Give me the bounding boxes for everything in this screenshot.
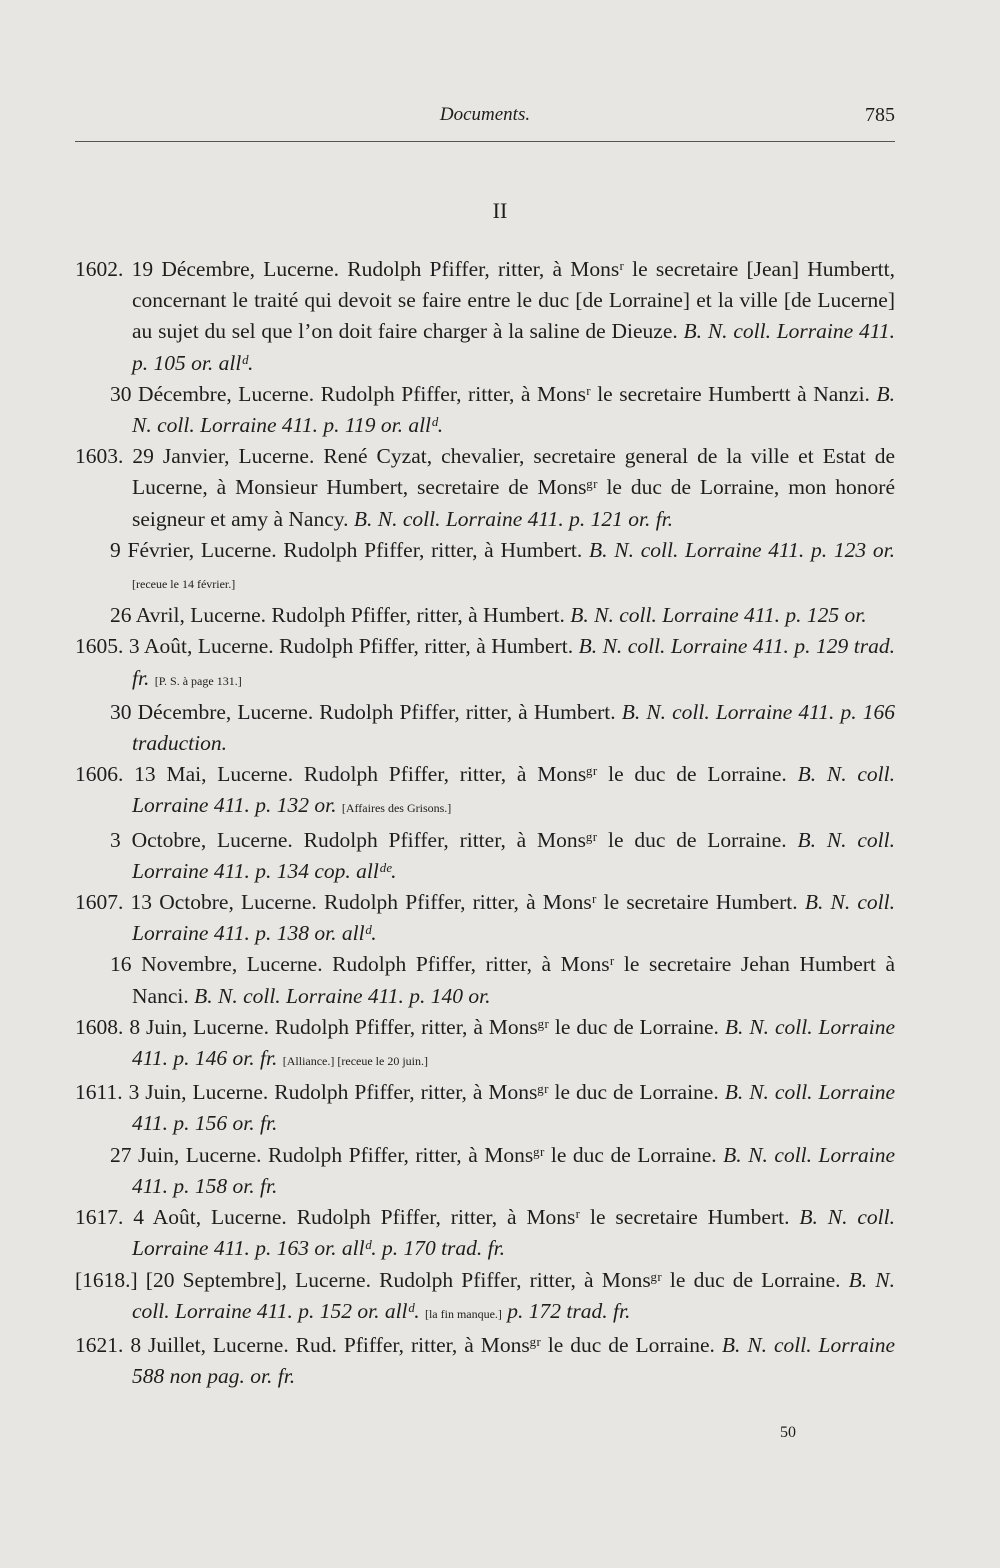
entry-1621-07-08 bbox=[75, 1330, 895, 1392]
entry-text: Rudolph Pfiffer, ritter, à Humbert. bbox=[276, 537, 589, 562]
entry-text: Rudolph Pfiffer, ritter, à Monsʳ le secretaire Humbertt à Nanzi. bbox=[314, 381, 877, 406]
entry-date: 27 Juin, Lucerne. bbox=[110, 1142, 262, 1167]
entry-reference: B. N. coll. Lorraine 411. p. 129 trad. fr. bbox=[132, 634, 895, 690]
signature-mark: 50 bbox=[780, 1424, 796, 1441]
running-title: Documents. bbox=[439, 104, 531, 125]
entry-text: Rudolph Pfiffer, ritter, à Monsᵍʳ le duc de Lorraine. bbox=[268, 1014, 725, 1039]
entry-reference: B. N. coll. Lorraine 411. p. 152 or. allᵈ. bbox=[132, 1267, 895, 1323]
entry-text: Rud. Pfiffer, ritter, à Monsᵍʳ le duc de Lorraine. bbox=[288, 1332, 722, 1357]
entry-note: [P. S. à page 131.] bbox=[154, 673, 242, 688]
entry-1607-10-13 bbox=[75, 887, 895, 949]
entry-1605-08-03 bbox=[75, 631, 895, 696]
entry-reference: B. N. coll. Lorraine 411. p. 166 traduction. bbox=[132, 699, 895, 756]
entry-reference: B. N. coll. Lorraine 411. p. 146 or. fr. bbox=[132, 1014, 895, 1071]
entry-date: 1617. 4 Août, Lucerne. bbox=[75, 1205, 287, 1230]
entry-note: [receue le 14 février.] bbox=[132, 577, 236, 592]
entry-text: Rudolph Pfiffer, ritter, à Monsᵍʳ le duc de Lorraine. bbox=[293, 762, 798, 787]
entry-text: Rudolph Pfiffer, ritter, à Monsʳ le secretaire Jehan Humbert à Nanci. bbox=[132, 952, 895, 1008]
entry-1603-04-26 bbox=[75, 600, 895, 631]
entry-1608-06-08 bbox=[75, 1012, 895, 1077]
header-rule bbox=[75, 141, 895, 142]
page-number: 785 bbox=[865, 104, 895, 126]
entry-1618-09-20 bbox=[75, 1265, 895, 1330]
entry-list bbox=[75, 254, 895, 1392]
entry-1602-12-19 bbox=[75, 254, 895, 379]
entry-reference: B. N. coll. Lorraine 411. p. 158 or. fr. bbox=[132, 1142, 896, 1198]
entry-note: [Alliance.] [receue le 20 juin.] bbox=[282, 1054, 428, 1069]
entry-1617-08-04 bbox=[75, 1202, 895, 1264]
entry-date: [1618.] [20 Septembre], Lucerne. bbox=[75, 1267, 371, 1292]
entry-date: 9 Février, Lucerne. bbox=[110, 537, 277, 562]
entry-text: Rudolph Pfiffer, ritter, à Monsᵍʳ le duc de Lorraine. bbox=[370, 1267, 849, 1292]
entry-reference: B. N. coll. Lorraine 411. p. 123 or. bbox=[589, 537, 895, 562]
entry-1602-12-30 bbox=[75, 379, 895, 441]
entry-text: René Cyzat, chevalier, secretaire general de la ville et Estat de Lucerne, à Monsieur Humbert, secretaire de Monsᵍʳ le duc de Lorraine, mon honoré seigneur et amy à Nancy. bbox=[132, 444, 895, 531]
entry-1606-05-13 bbox=[75, 759, 895, 824]
entry-date: 1602. 19 Décembre, Lucerne. bbox=[75, 257, 340, 281]
entry-date: 3 Octobre, Lucerne. bbox=[110, 827, 293, 852]
entry-date: 16 Novembre, Lucerne. bbox=[110, 952, 323, 977]
page-header bbox=[75, 104, 895, 134]
entry-1611-06-03 bbox=[75, 1077, 895, 1139]
entry-reference: B. N. coll. Lorraine 411. p. 134 cop. allᵈᵉ. bbox=[132, 827, 895, 883]
entry-reference: B. N. coll. Lorraine 411. p. 125 or. bbox=[570, 603, 867, 628]
entry-date: 1611. 3 Juin, Lucerne. bbox=[75, 1080, 269, 1105]
entry-date: 1607. 13 Octobre, Lucerne. bbox=[75, 890, 317, 915]
entry-1603-02-09 bbox=[75, 535, 895, 600]
entry-text: Rudolph Pfiffer, ritter, à Monsᵍʳ le duc de Lorraine. bbox=[268, 1080, 725, 1105]
entry-reference-translation: p. 172 trad. fr. bbox=[507, 1298, 631, 1323]
entry-reference: B. N. coll. Lorraine 411. p. 140 or. bbox=[194, 983, 491, 1008]
entry-date: 30 Décembre, Lucerne. bbox=[110, 381, 315, 406]
entry-1606-10-03 bbox=[75, 825, 895, 887]
entry-date: 30 Décembre, Lucerne. bbox=[110, 699, 314, 724]
entry-text: Rudolph Pfiffer, ritter, à Humbert. bbox=[266, 603, 571, 628]
entry-reference: B. N. coll. Lorraine 411. p. 156 or. fr. bbox=[132, 1080, 895, 1136]
entry-date: 26 Avril, Lucerne. bbox=[110, 603, 267, 628]
entry-1611-06-27 bbox=[75, 1140, 895, 1202]
entry-date: 1605. 3 Août, Lucerne. bbox=[75, 634, 274, 659]
entry-note: [la fin manque.] bbox=[424, 1306, 502, 1321]
entry-reference: B. N. coll. Lorraine 411. p. 121 or. fr. bbox=[353, 506, 674, 531]
entry-text: Rudolph Pfiffer, ritter, à Humbert. bbox=[313, 699, 622, 724]
entry-text: Rudolph Pfiffer, ritter, à Monsʳ le secretaire Humbert. bbox=[286, 1205, 800, 1230]
entry-reference: B. N. coll. Lorraine 411. p. 163 or. allᵈ. p. 170 trad. fr. bbox=[132, 1205, 895, 1261]
entry-reference: B. N. coll. Lorraine 411. p. 105 or. allᵈ. bbox=[132, 319, 895, 375]
entry-reference: B. N. coll. Lorraine 411. p. 132 or. bbox=[132, 762, 895, 818]
entry-date: 1608. 8 Juin, Lucerne. bbox=[75, 1014, 269, 1039]
entry-1607-11-16 bbox=[75, 949, 895, 1011]
entry-text: Rudolph Pfiffer, ritter, à Monsᵍʳ le duc de Lorraine. bbox=[261, 1142, 724, 1167]
entry-date: 1621. 8 Juillet, Lucerne. bbox=[75, 1332, 289, 1357]
entry-date: 1603. 29 Janvier, Lucerne. bbox=[75, 444, 315, 469]
entry-text: Rudolph Pfiffer, ritter, à Humbert. bbox=[273, 634, 579, 659]
entry-text: Rudolph Pfiffer, ritter, à Monsᵍʳ le duc de Lorraine. bbox=[292, 827, 798, 852]
entry-1605-12-30 bbox=[75, 697, 895, 759]
entry-text: Rudolph Pfiffer, ritter, à Monsʳ le secretaire Humbert. bbox=[316, 890, 805, 915]
entry-note: [Affaires des Grisons.] bbox=[341, 801, 452, 816]
entry-reference: B. N. coll. Lorraine 588 non pag. or. fr. bbox=[132, 1332, 896, 1389]
section-title: II bbox=[492, 198, 508, 223]
entry-1603-01-29 bbox=[75, 441, 895, 535]
entry-reference: B. N. coll. Lorraine 411. p. 138 or. allᵈ. bbox=[132, 890, 895, 946]
entry-date: 1606. 13 Mai, Lucerne. bbox=[75, 762, 294, 787]
entry-reference: B. N. coll. Lorraine 411. p. 119 or. allᵈ. bbox=[132, 381, 895, 438]
entry-text: Rudolph Pfiffer, ritter, à Monsʳ le secretaire [Jean] Humbertt, concernant le traité qui devoit se faire entre le duc [de Lorraine] et la ville [de Lucerne] au sujet du sel que l’on doit faire charger à la saline de Dieuze. bbox=[132, 257, 895, 344]
